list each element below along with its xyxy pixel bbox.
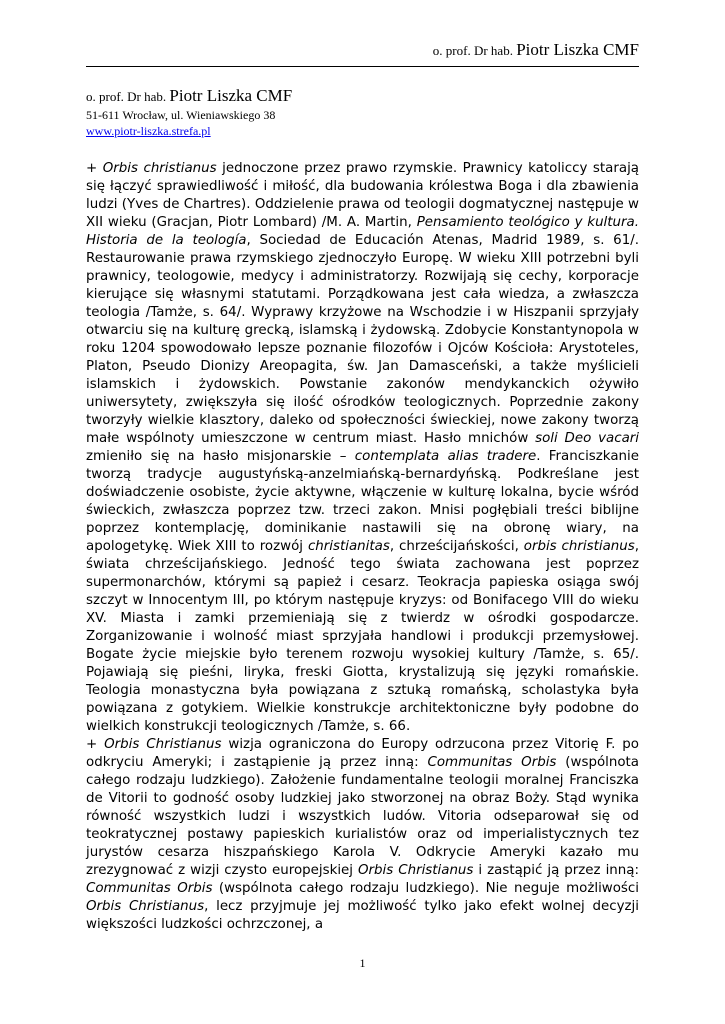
italic-term: Orbis Christianus (86, 899, 205, 914)
italic-term: Communitas Orbis (86, 881, 213, 896)
italic-term: Pensamiento teológico y kultura. Historia de la teología (86, 215, 639, 248)
page-number: 1 (359, 956, 366, 970)
text-run: , świata chrześcijańskiego. Jedność tego świata zachowana jest poprzez supermonarchów, którymi są papież i cesarz. Teokracja papieska osiąga swój szczyt w Innocentym III, po którym następuje kryzys: od Bonifacego VIII do wieku XV. Miasta i zamki przemieniają się z twierdz w ośrodki gospodarcze. Zorganizowanie i wolność miast sprzyjała handlowi i produkcji przemysłowej. Bogate życie miejskie było terenem rozwoju wysokiej kultury /Tamże, s. 65/. Pojawiają się pieśni, liryka, freski Giotta, krystalizują się języki romańskie. Teologia monastyczna była powiązana z sztuką romańską, scholastyka była powiązana z gotykiem. Wielkie konstrukcje architektoniczne były podobne do wielkich konstrukcji teologicznych /Tamże, s. 66. (86, 539, 639, 734)
text-run: (wspólnota całego rodzaju ludzkiego). Nie neguje możliwości (212, 881, 639, 896)
sender-address: 51-611 Wrocław, ul. Wieniawskiego 38 (86, 108, 276, 122)
text-run: wizja ograniczona do Europy odrzucona przez Vitorię F. po odkryciu Ameryki; i zastąpienie ją przez inną: (86, 737, 639, 770)
text-run: , lecz przyjmuje jej możliwość tylko jako efekt wolnej decyzji większości ludzkości ochrzczonej, a (86, 899, 639, 932)
sender-block (86, 86, 292, 139)
text-run: i zastąpić ją przez inną: (473, 863, 639, 878)
italic-term: Orbis Christianus (104, 737, 222, 752)
sender-name: Piotr Liszka CMF (169, 86, 293, 105)
italic-term: Orbis christianus (102, 161, 217, 176)
italic-term: christianitas (307, 539, 390, 554)
italic-term: Communitas Orbis (427, 755, 557, 770)
text-run: (wspólnota całego rodzaju ludzkiego). Założenie fundamentalne teologii moralnej Franciszka de Vitorii to godność osoby ludzkiej jako stworzonej na obraz Boży. Stąd wynika równość wszystkich ludzi i wszystkich ludów. Vitoria odseparował się od teokratycznej postawy papieskich kurialistów oraz od imperialistycznych tez jurystów cesarza hiszpańskiego Karola V. Odkrycie Ameryki kazało mu zrezygnować z wizji czysto europejskiej (86, 755, 640, 878)
sender-title (86, 86, 292, 106)
body-paragraph (86, 160, 639, 736)
italic-term: contemplata alias tradere (354, 449, 537, 464)
sender-prefix: o. prof. Dr hab. (86, 89, 167, 104)
text-run: . Franciszkanie tworzą tradycje augustyńską-anzelmiańską-bernardyńską. Podkreślane jest doświadczenie osobiste, życie aktywne, włączenie w kulturę lokalna, bycie wśród świeckich, zwłaszcza poprzez tzw. trzeci zakon. Mnisi pogłębiali treści biblijne poprzez kontemplację, dominikanie nastawili się na obronę wiary, na apologetykę. Wiek XIII to rozwój (86, 449, 639, 554)
header-prefix: o. prof. Dr hab. (432, 43, 513, 58)
text-run: , chrześcijańskości, (389, 539, 524, 554)
text-run: , Sociedad de Educación Atenas, Madrid 1989, s. 61/. Restaurowanie prawa rzymskiego zjednoczyło Europę. W wieku XIII potrzebni byli prawnicy, teologowie, medycy i administratorzy. Rozwijają się cechy, korporacje kierujące się własnymi statutami. Porządkowana jest cała wiedza, a zwłaszcza teologia /Tamże, s. 64/. Wyprawy krzyżowe na Wschodzie i w Hiszpanii sprzyjały otwarciu się na kulturę grecką, islamską i żydowską. Zdobycie Konstantynopola w roku 1204 spowodowało lepsze poznanie filozofów i Ojców Kościoła: Arystoteles, Platon, Pseudo Dionizy Areopagita, św. Jan Damasceński, a także myślicieli islamskich i żydowskich. Powstanie zakonów mendykanckich ożywiło uniwersytety, zwiększyła się ilość ośrodków teologicznych. Poprzednie zakony tworzyły wielkie klasztory, daleko od społeczności świeckiej, nowe zakony tworzą małe wspólnoty umieszczone w centrum miast. Hasło mnichów (86, 233, 639, 446)
body-paragraph (86, 736, 639, 934)
text-run: + (86, 161, 103, 176)
running-header (433, 40, 639, 60)
text-run: zmieniło się na hasło misjonarskie – (86, 449, 355, 464)
header-rule (86, 66, 639, 67)
text-run: jednoczone przez prawo rzymskie. Prawnicy katoliccy starają się łączyć sprawiedliwość i miłość, dla budowania królestwa Boga i dla zbawienia ludzi (Yves de Chartres). Oddzielenie prawa od teologii dogmatycznej następuje w XII wieku (Gracjan, Piotr Lombard) /M. A. Martin, (86, 161, 639, 230)
italic-term: orbis christianus (523, 539, 635, 554)
body-text (86, 160, 639, 934)
sender-website-link[interactable]: www.piotr-liszka.strefa.pl (86, 124, 211, 138)
italic-term: Orbis Christianus (358, 863, 474, 878)
header-name: Piotr Liszka CMF (516, 40, 639, 59)
text-run: + (86, 737, 105, 752)
italic-term: soli Deo vacari (535, 431, 639, 446)
